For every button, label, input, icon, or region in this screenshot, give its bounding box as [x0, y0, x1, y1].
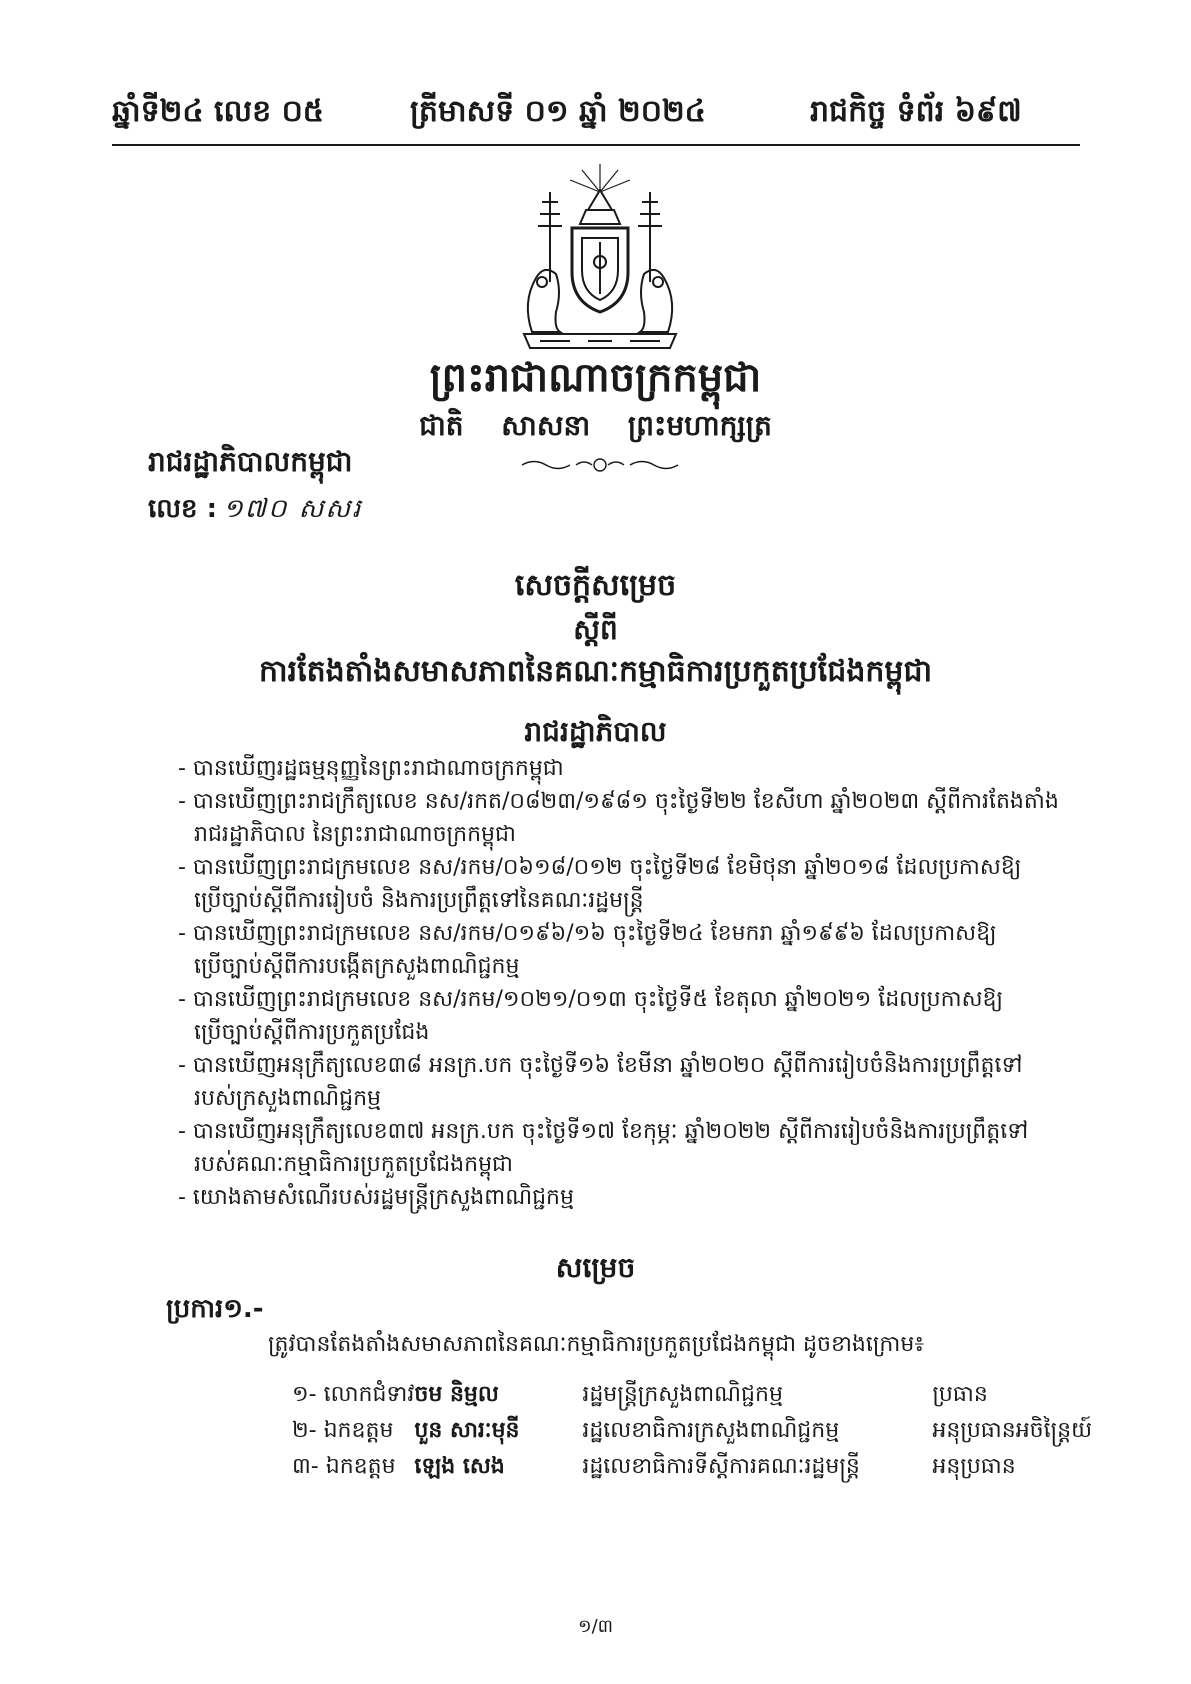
member-position: រដ្ឋលេខាធិការក្រសួងពាណិជ្ជកម្ម: [582, 1418, 840, 1443]
consideration-item: - បានឃើញព្រះរាជក្រមលេខ នស/រកម/០៦១៨/០១២ ចុះថ្ងៃទី២៨ ខែមិថុនា ឆ្នាំ២០១៨ ដែលប្រកាសឱ្យ ប្រើច្បាប់ស្តីពីការរៀបចំ និងការប្រព្រឹត្តទៅនៃគណៈរដ្ឋមន្ត្រី: [178, 855, 1022, 913]
consideration-item: - បានឃើញអនុក្រឹត្យលេខ៣៧ អនក្រ.បក ចុះថ្ងៃទី១៧ ខែកុម្ភៈ ឆ្នាំ២០២២ ស្តីពីការរៀបចំនិងការប្រព្រឹត្តទៅ របស់គណៈកម្មាធិការប្រកួតប្រជែងកម្ពុជា: [178, 1119, 1029, 1177]
table-row: [292, 1378, 1092, 1414]
table-row: [292, 1414, 1092, 1450]
header-rule: [112, 144, 1080, 146]
member-name: ឡេង សេង: [414, 1454, 505, 1479]
decorative-ornament-icon: [520, 456, 680, 474]
reference-number-label: លេខ :: [148, 494, 217, 524]
member-role: អនុប្រធានអចិន្ត្រៃយ៍: [932, 1418, 1093, 1443]
decision-heading: សម្រេច: [555, 1251, 636, 1284]
motto-religion: សាសនា: [501, 409, 591, 442]
gazette-page-prefix: រាជកិច្ច ទំព័រ: [810, 94, 945, 129]
kingdom-name: ព្រះរាជាណាចក្រកម្ពុជា: [429, 355, 762, 401]
royal-arms-of-cambodia-icon: [510, 162, 690, 352]
document-about: ស្តីពី: [573, 613, 618, 646]
consideration-item: - បានឃើញព្រះរាជក្រឹត្យលេខ នស/រកត/០៨២៣/១៩៨១ ចុះថ្ងៃទី២២ ខែសីហា ឆ្នាំ២០២៣ ស្តីពីការតែងតាំង រាជរដ្ឋាភិបាល នៃព្រះរាជាណាចក្រកម្ពុជា: [178, 789, 1059, 847]
member-title: ២- ឯកឧត្តម: [292, 1418, 394, 1443]
motto-king: ព្រះមហាក្សត្រ: [627, 409, 772, 442]
member-title: ១- លោកជំទាវ: [292, 1382, 415, 1407]
member-title: ៣- ឯកឧត្តម: [292, 1454, 396, 1479]
member-name: ចម និម្មល: [414, 1382, 499, 1407]
article-1-intro: ត្រូវបានតែងតាំងសមាសភាពនៃគណៈកម្មាធិការប្រកួតប្រជែងកម្ពុជា ដូចខាងក្រោម៖: [268, 1332, 924, 1357]
authority-heading: រាជរដ្ឋាភិបាល: [524, 715, 667, 748]
member-role: អនុប្រធាន: [932, 1454, 1016, 1479]
document-subject: ការតែងតាំងសមាសភាពនៃគណៈកម្មាធិការប្រកួតប្រជែងកម្ពុជា: [258, 654, 933, 689]
member-position: រដ្ឋលេខាធិការទីស្តីការគណៈរដ្ឋមន្ត្រី: [582, 1454, 860, 1479]
reference-number-value: ១៧០ សសរ: [222, 494, 363, 524]
page-number: ១/៣: [577, 1616, 614, 1637]
gazette-quarter: ត្រីមាសទី ០១ ឆ្នាំ ២០២៤: [410, 94, 706, 129]
member-role: ប្រធាន: [932, 1382, 988, 1407]
article-1-label: ប្រការ១.-: [166, 1294, 264, 1324]
consideration-item: - បានឃើញព្រះរាជក្រមលេខ នស/រកម/១០២១/០១៣ ចុះថ្ងៃទី៥ ខែតុលា ឆ្នាំ២០២១ ដែលប្រកាសឱ្យ ប្រើច្បាប់ស្តីពីការប្រកួតប្រជែង: [178, 987, 1004, 1045]
consideration-item: - យោងតាមសំណើរបស់រដ្ឋមន្ត្រីក្រសួងពាណិជ្ជកម្ម: [178, 1185, 574, 1210]
gazette-year-issue: ឆ្នាំទី២៤ លេខ ០៥: [112, 94, 325, 129]
gazette-page-ref: [810, 92, 1022, 136]
members-table: [292, 1378, 1092, 1486]
consideration-item: - បានឃើញព្រះរាជក្រមលេខ នស/រកម/០១៩៦/១៦ ចុះថ្ងៃទី២៤ ខែមករា ឆ្នាំ១៩៩៦ ដែលប្រកាសឱ្យ ប្រើច្បាប់ស្តីពីការបង្កើតក្រសួងពាណិជ្ជកម្ម: [178, 921, 997, 979]
consideration-item: - បានឃើញអនុក្រឹត្យលេខ៣៨ អនក្រ.បក ចុះថ្ងៃទី១៦ ខែមីនា ឆ្នាំ២០២០ ស្តីពីការរៀបចំនិងការប្រព្រឹត្តទៅ របស់ក្រសួងពាណិជ្ជកម្ម: [178, 1053, 1023, 1111]
member-position: រដ្ឋមន្ត្រីក្រសួងពាណិជ្ជកម្ម: [582, 1382, 783, 1407]
table-row: [292, 1450, 1092, 1486]
gazette-page-number: ៦៩៧: [954, 94, 1022, 129]
motto-nation: ជាតិ: [419, 409, 464, 442]
member-name: បួន សារៈមុនី: [414, 1418, 520, 1443]
considerations-list: [178, 752, 1078, 1214]
kingdom-motto: [0, 408, 1191, 449]
consideration-item: - បានឃើញរដ្ឋធម្មនុញ្ញនៃព្រះរាជាណាចក្រកម្ពុជា: [178, 756, 564, 781]
document-type: សេចក្តីសម្រេច: [514, 568, 677, 603]
reference-number: [148, 492, 362, 530]
issuing-government: រាជរដ្ឋាភិបាលកម្ពុជា: [148, 445, 353, 478]
